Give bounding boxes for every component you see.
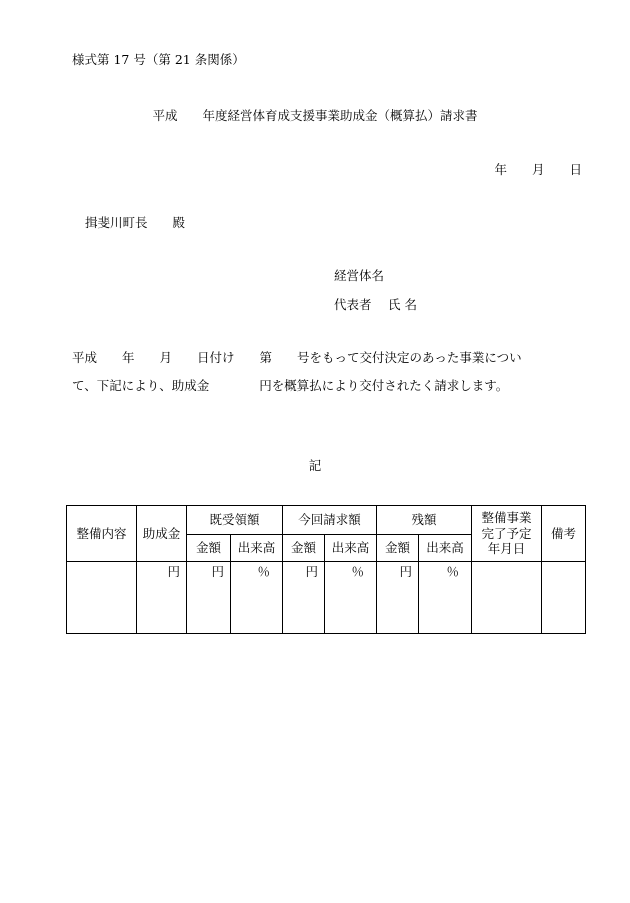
sub-received-output: 出来高 [231, 535, 283, 562]
header-remaining: 残額 [377, 506, 472, 535]
cell-current-amount-unit: 円 [283, 562, 325, 634]
applicant-org-label: 経営体名 [334, 268, 385, 283]
header-subsidy: 助成金 [137, 506, 187, 562]
cell-completion [472, 562, 542, 634]
body-text-line-1: 平成 年 月 日付け 第 号をもって交付決定のあった事業につい [72, 350, 522, 365]
sub-current-output: 出来高 [325, 535, 377, 562]
table-row [67, 562, 586, 634]
sub-current-amount: 金額 [283, 535, 325, 562]
header-content: 整備内容 [67, 506, 137, 562]
ki-heading: 記 [308, 458, 322, 473]
header-completion-line-3: 年月日 [487, 541, 526, 557]
cell-received-output-unit: ％ [231, 562, 283, 634]
sub-received-amount: 金額 [187, 535, 231, 562]
header-completion-line-2: 完了予定 [481, 525, 532, 541]
claim-table [66, 505, 586, 634]
header-current: 今回請求額 [283, 506, 377, 535]
sub-remaining-amount: 金額 [377, 535, 419, 562]
cell-remaining-amount-unit: 円 [377, 562, 419, 634]
recipient: 揖斐川町長 殿 [85, 215, 186, 230]
header-remarks: 備考 [542, 506, 586, 562]
cell-content [67, 562, 137, 634]
header-completion-line-1: 整備事業 [481, 510, 532, 526]
cell-subsidy-unit: 円 [137, 562, 187, 634]
form-number: 様式第 17 号（第 21 条関係） [72, 52, 245, 67]
cell-current-output-unit: ％ [325, 562, 377, 634]
header-completion [472, 506, 542, 562]
sub-remaining-output: 出来高 [419, 535, 472, 562]
cell-remarks [542, 562, 586, 634]
table-header-row-1 [67, 506, 586, 535]
document-title: 平成 年度経営体育成支援事業助成金（概算払）請求書 [152, 108, 478, 123]
body-text-line-2: て、下記により、助成金 円を概算払により交付されたく請求します。 [72, 378, 509, 393]
cell-remaining-output-unit: ％ [419, 562, 472, 634]
header-received: 既受領額 [187, 506, 283, 535]
cell-received-amount-unit: 円 [187, 562, 231, 634]
applicant-rep-label: 代表者 氏 名 [334, 297, 417, 312]
date-line: 年 月 日 [494, 162, 582, 177]
